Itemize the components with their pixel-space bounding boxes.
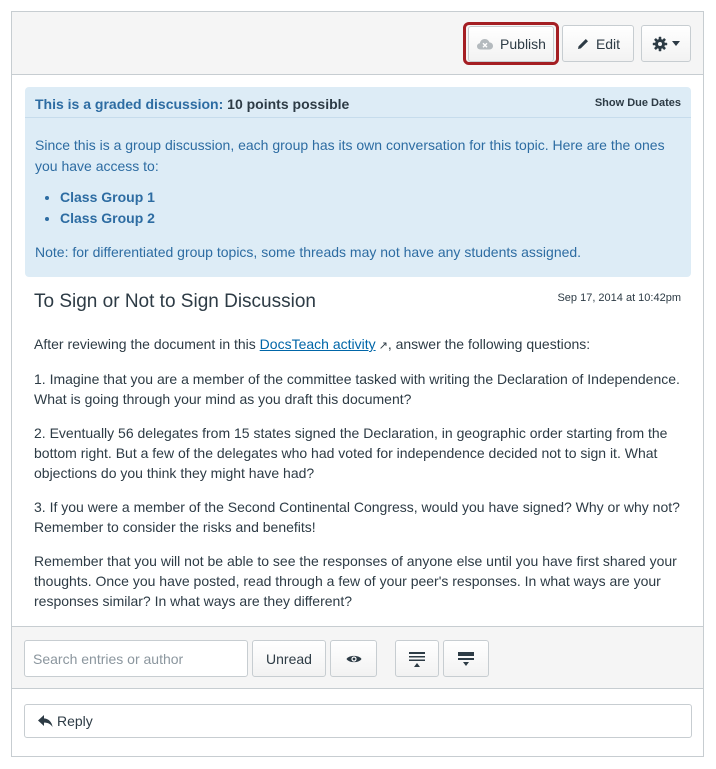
topic-intro: [34, 334, 684, 356]
publish-button[interactable]: [468, 26, 554, 62]
pencil-icon: [576, 37, 590, 51]
unread-label: Unread: [266, 650, 312, 667]
header-toolbar: [12, 12, 703, 75]
search-input[interactable]: [24, 640, 248, 677]
filter-toolbar: [12, 626, 703, 689]
group-link-1[interactable]: • Class Group 1: [60, 187, 155, 208]
edit-button[interactable]: [562, 25, 634, 62]
publish-label: Publish: [500, 36, 546, 52]
eye-icon: [346, 654, 362, 664]
graded-label: This is a graded discussion:: [35, 96, 224, 112]
expand-icon: [409, 651, 425, 667]
edit-label: Edit: [595, 35, 621, 52]
graded-heading: [35, 96, 349, 112]
question-3: 3. If you were a member of the Second Continental Congress, would you have signed? Why or why not? Remember to consider the risks and benefits!: [34, 499, 680, 535]
settings-menu-button[interactable]: [641, 25, 691, 62]
question-1: 1. Imagine that you are a member of the committee tasked with writing the Declaration of Independence. What is going through your mind as you draft this document?: [34, 371, 680, 407]
intro-after: , answer the following questions:: [387, 336, 591, 352]
group-link-2[interactable]: • Class Group 2: [60, 208, 155, 229]
group-note: Note: for differentiated group topics, some threads may not have any students assigned.: [35, 244, 582, 260]
collapse-icon: [458, 651, 474, 667]
group-intro-text: Since this is a group discussion, each group has its own conversation for this topic. Here are the ones you have access to:: [35, 137, 665, 174]
expand-threads-button[interactable]: [395, 640, 439, 677]
group-list: [35, 187, 155, 229]
discussion-frame: [11, 11, 704, 757]
topic-date: Sep 17, 2014 at 10:42pm: [557, 292, 681, 304]
cloud-icon: [476, 37, 494, 51]
mark-read-button[interactable]: [330, 640, 377, 677]
question-2: 2. Eventually 56 delegates from 15 states signed the Declaration, in geographic order starting from the bottom right. But a few of the delegates who had voted for independence decided not to sign it. What objections do you think they might have had?: [34, 425, 668, 481]
info-divider: [25, 117, 691, 118]
reply-arrow-icon: [37, 714, 53, 728]
unread-filter-button[interactable]: [252, 640, 326, 677]
topic-body: [34, 334, 684, 625]
intro-before: After reviewing the document in this: [34, 336, 260, 352]
closing-paragraph: Remember that you will not be able to see the responses of anyone else until you have first shared your thoughts. Once you have posted, read through a few of your peer's responses. In what ways are your responses similar? In what ways are they different?: [34, 553, 677, 609]
external-link-icon: ↗: [378, 340, 388, 352]
reply-label: Reply: [57, 713, 93, 729]
caret-down-icon: [672, 41, 680, 46]
topic-title: To Sign or Not to Sign Discussion: [34, 291, 316, 312]
docsteach-link[interactable]: DocsTeach activity: [259, 336, 376, 352]
graded-info-box: [25, 87, 691, 277]
show-due-dates-link[interactable]: Show Due Dates: [594, 97, 681, 109]
reply-button[interactable]: [24, 704, 692, 738]
points-possible: 10 points possible: [227, 96, 350, 112]
gear-icon: [652, 36, 668, 52]
collapse-threads-button[interactable]: [443, 640, 489, 677]
